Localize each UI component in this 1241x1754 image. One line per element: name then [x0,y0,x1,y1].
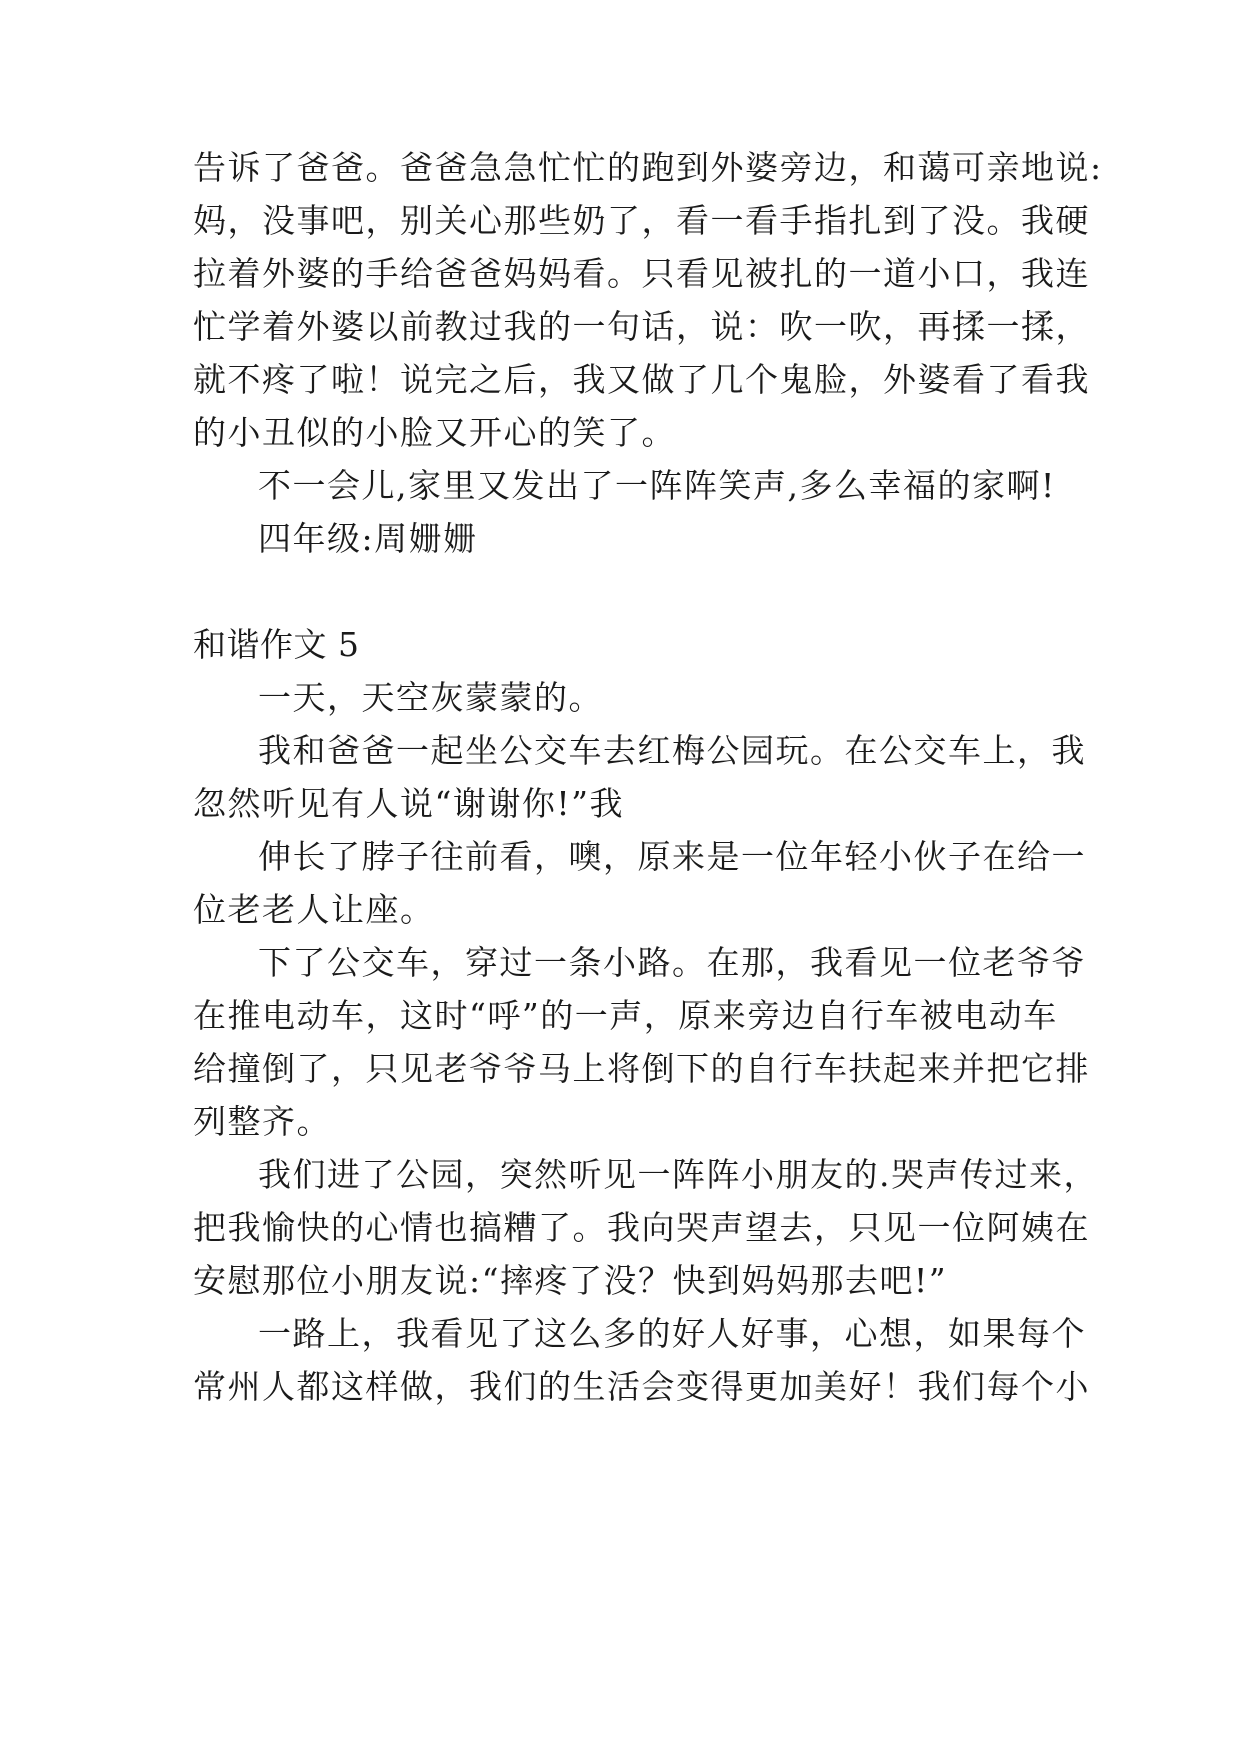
text-line: 告诉了爸爸。爸爸急急忙忙的跑到外婆旁边，和蔼可亲地说: [193,148,1103,187]
text-line: 位老老人让座。 [193,890,435,929]
text-line: 在推电动车，这时“呼”的一声，原来旁边自行车被电动车 [193,996,1058,1035]
text-line: 的小丑似的小脸又开心的笑了。 [193,413,676,452]
text-line: 忽然听见有人说“谢谢你!”我 [193,784,625,823]
text-line: 妈，没事吧，别关心那些奶了，看一看手指扎到了没。我硬 [193,201,1090,240]
text-line: 下了公交车，穿过一条小路。在那，我看见一位老爷爷 [258,943,1086,982]
text-line: 把我愉快的心情也搞糟了。我向哭声望去，只见一位阿姨在 [193,1208,1090,1247]
text-line: 就不疼了啦！说完之后，我又做了几个鬼脸，外婆看了看我 [193,360,1090,399]
paragraph: 不一会儿,家里又发出了一阵阵笑声,多么幸福的家啊! [258,466,1056,505]
text-line: 列整齐。 [193,1102,331,1141]
text-line: 我和爸爸一起坐公交车去红梅公园玩。在公交车上，我 [258,731,1086,770]
paragraph: 一天，天空灰蒙蒙的。 [258,678,603,717]
text-line: 安慰那位小朋友说:“摔疼了没？快到妈妈那去吧!” [193,1261,948,1300]
text-line: 常州人都这样做，我们的生活会变得更加美好！我们每个小 [193,1367,1090,1406]
text-line: 忙学着外婆以前教过我的一句话，说：吹一吹，再揉一揉， [193,307,1090,346]
text-line: 一路上，我看见了这么多的好人好事，心想，如果每个 [258,1314,1086,1353]
text-line: 给撞倒了，只见老爷爷马上将倒下的自行车扶起来并把它排 [193,1049,1090,1088]
essay-title: 和谐作文 5 [193,625,360,664]
text-line: 拉着外婆的手给爸爸妈妈看。只看见被扎的一道小口，我连 [193,254,1090,293]
author-line: 四年级:周姗姗 [258,519,478,558]
text-line: 伸长了脖子往前看，噢，原来是一位年轻小伙子在给一 [258,837,1086,876]
text-line: 我们进了公园，突然听见一阵阵小朋友的.哭声传过来， [258,1155,1098,1194]
